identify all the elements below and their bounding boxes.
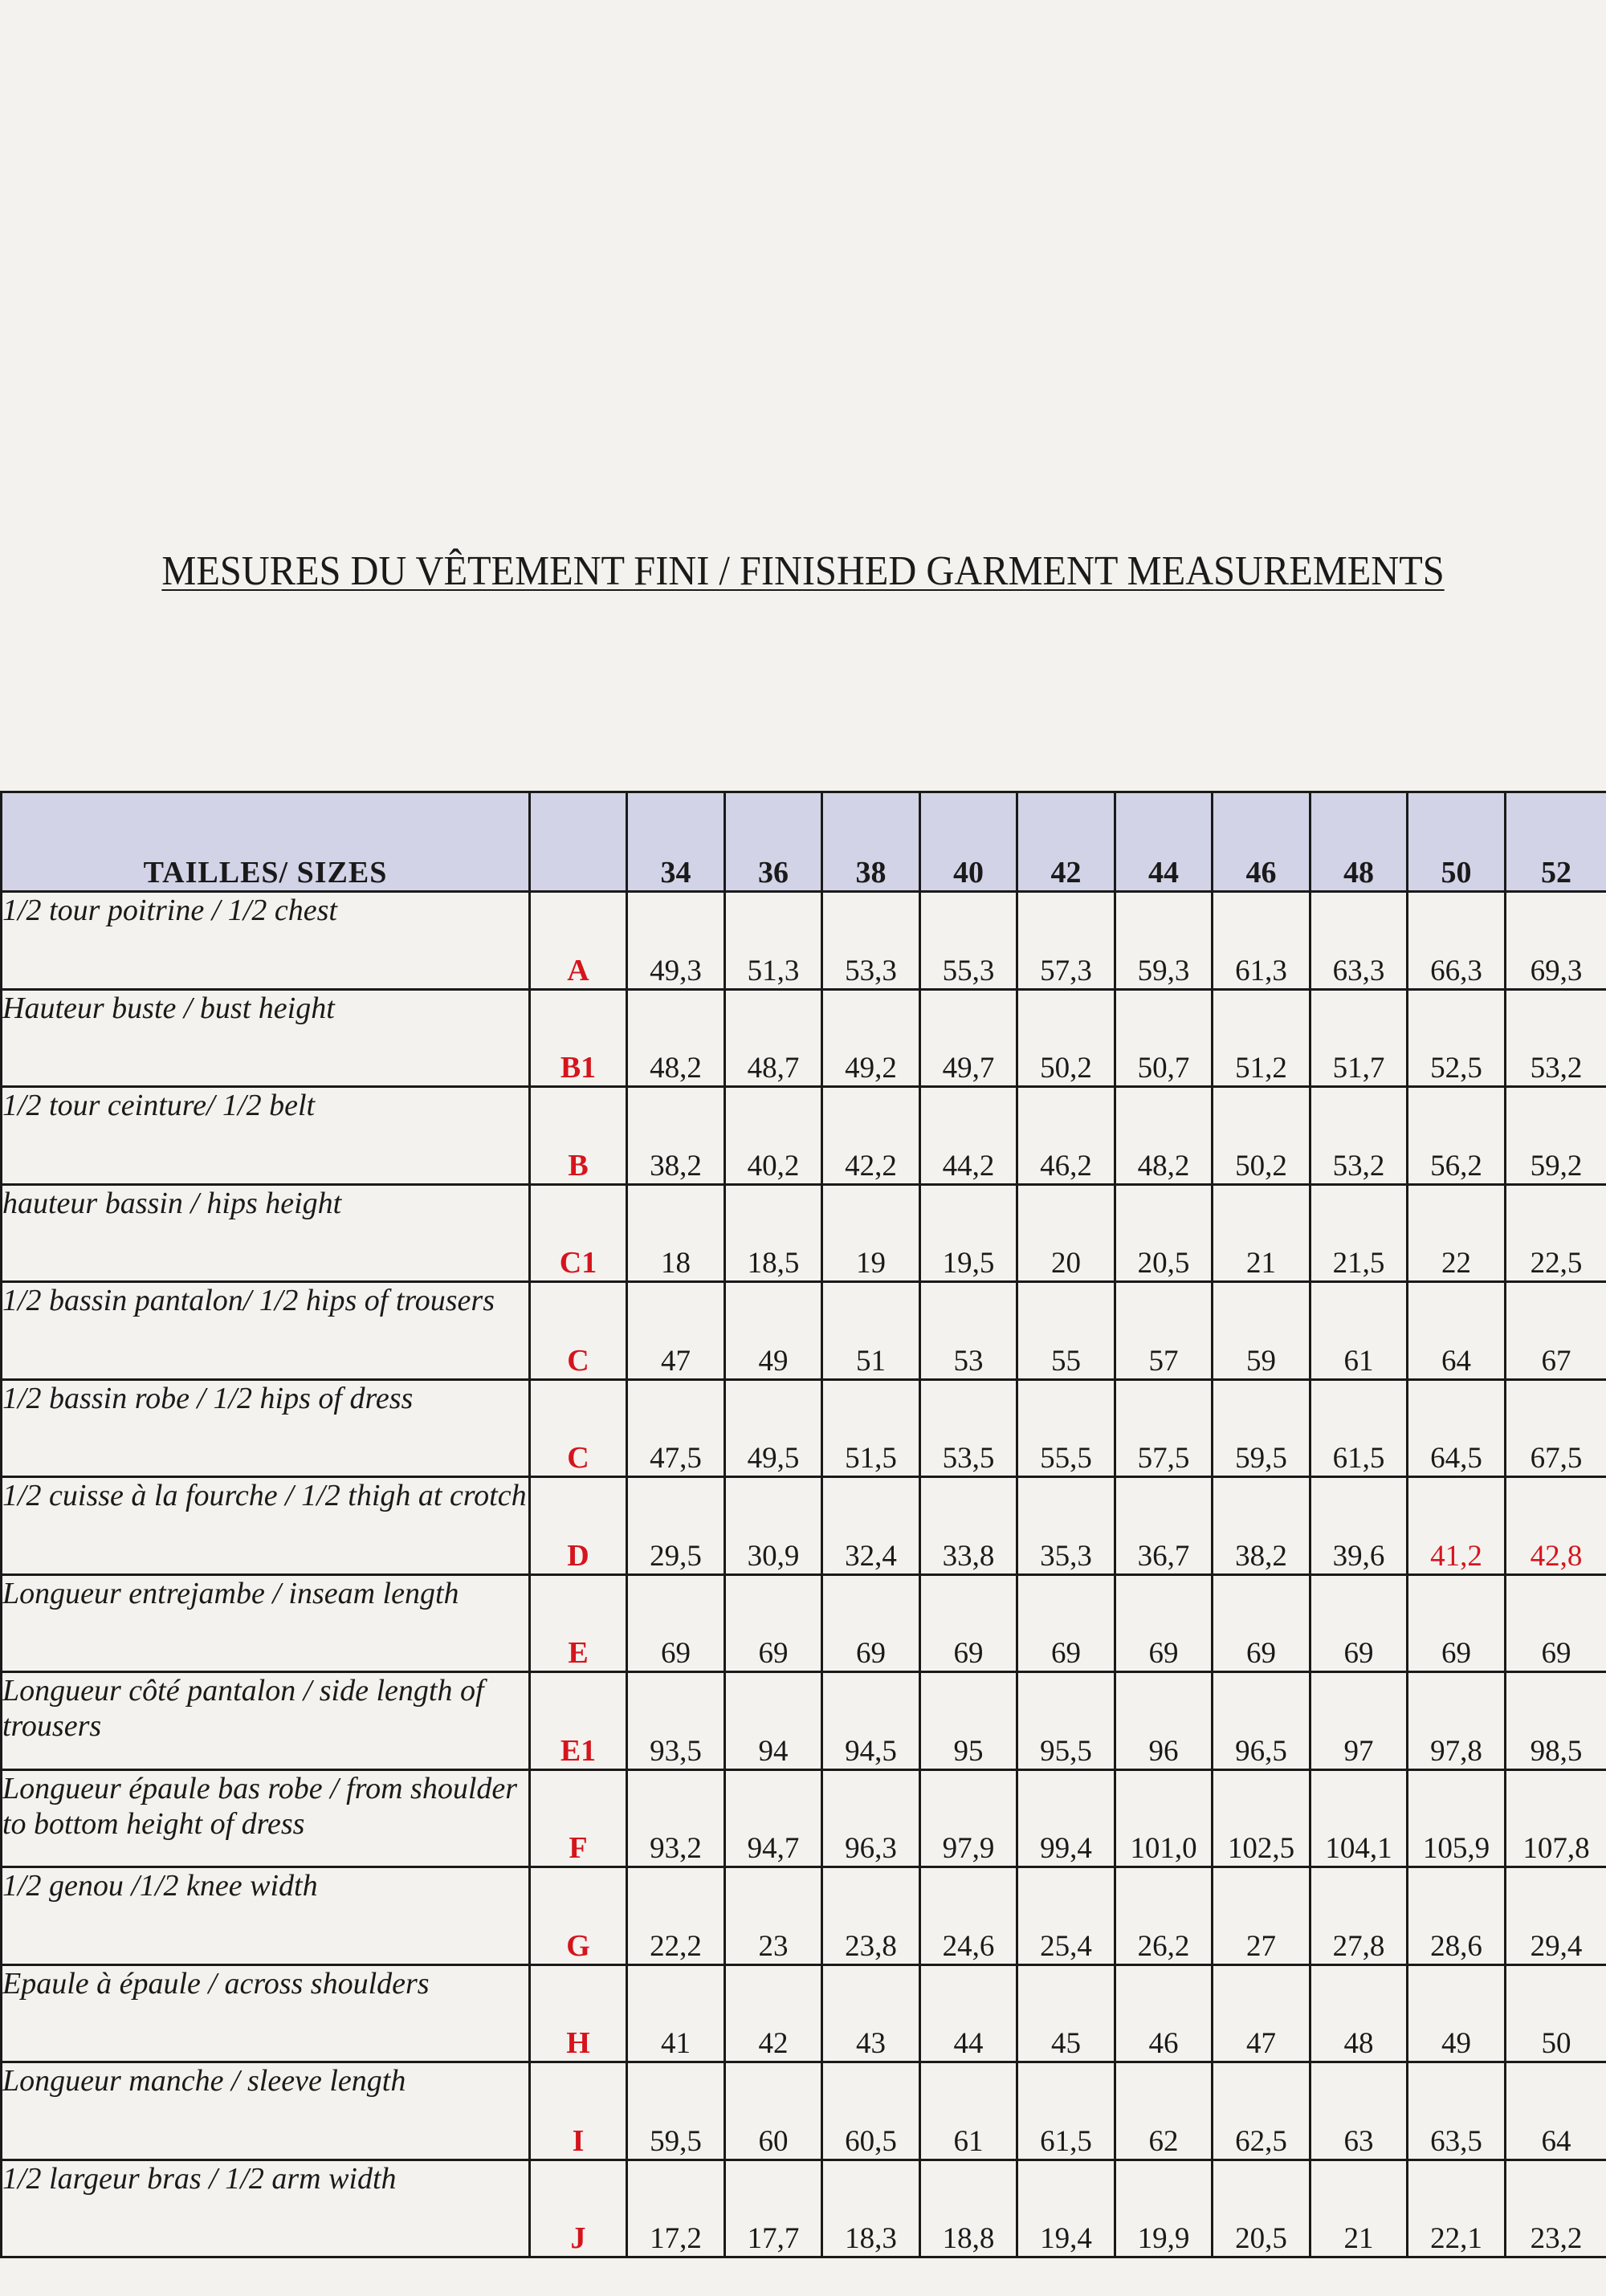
- measurement-value: 32,4: [822, 1477, 920, 1575]
- measurement-value: 18,8: [920, 2160, 1017, 2257]
- size-header-cell: 34: [627, 792, 725, 892]
- measurement-value: 23,2: [1506, 2160, 1606, 2257]
- table-row: [2, 2160, 1606, 2257]
- table-row: [2, 1282, 1606, 1380]
- measurement-code: B1: [530, 989, 627, 1087]
- measurement-value: 29,4: [1506, 1867, 1606, 1965]
- measurement-label: hauteur bassin / hips height: [2, 1184, 530, 1282]
- measurement-value: 48,2: [627, 989, 725, 1087]
- measurement-value: 19,5: [920, 1184, 1017, 1282]
- measurement-value: 99,4: [1017, 1769, 1115, 1867]
- measurement-value: 46: [1115, 1964, 1213, 2062]
- page-title: MESURES DU VÊTEMENT FINI / FINISHED GARMENT MEASUREMENTS: [161, 548, 1445, 594]
- measurement-label: 1/2 cuisse à la fourche / 1/2 thigh at crotch: [2, 1477, 530, 1575]
- measurement-label: Hauteur buste / bust height: [2, 989, 530, 1087]
- measurement-code: D: [530, 1477, 627, 1575]
- measurement-label: Longueur manche / sleeve length: [2, 2062, 530, 2160]
- measurement-value: 105,9: [1408, 1769, 1506, 1867]
- measurement-value: 25,4: [1017, 1867, 1115, 1965]
- size-header-cell: 36: [725, 792, 822, 892]
- measurement-value: 69,3: [1506, 892, 1606, 990]
- measurement-code: A: [530, 892, 627, 990]
- measurement-value: 107,8: [1506, 1769, 1606, 1867]
- measurement-value: 97,9: [920, 1769, 1017, 1867]
- measurement-label: 1/2 tour ceinture/ 1/2 belt: [2, 1087, 530, 1185]
- measurement-value: 21,5: [1310, 1184, 1408, 1282]
- measurement-code: C: [530, 1282, 627, 1380]
- measurement-value: 44,2: [920, 1087, 1017, 1185]
- measurement-value: 69: [822, 1574, 920, 1672]
- table-row: [2, 1477, 1606, 1575]
- measurement-value: 40,2: [725, 1087, 822, 1185]
- measurement-value: 51,7: [1310, 989, 1408, 1087]
- table-row: [2, 1574, 1606, 1672]
- measurement-value: 53,3: [822, 892, 920, 990]
- measurement-value: 30,9: [725, 1477, 822, 1575]
- measurement-value: 53,2: [1506, 989, 1606, 1087]
- measurement-value: 52,5: [1408, 989, 1506, 1087]
- measurement-value: 102,5: [1213, 1769, 1310, 1867]
- measurement-value: 55: [1017, 1282, 1115, 1380]
- measurement-value: 50,2: [1213, 1087, 1310, 1185]
- measurement-value: 59,5: [1213, 1379, 1310, 1477]
- measurement-value: 53: [920, 1282, 1017, 1380]
- measurement-value: 43: [822, 1964, 920, 2062]
- measurement-value: 94: [725, 1672, 822, 1770]
- size-header-cell: 50: [1408, 792, 1506, 892]
- table-row: [2, 989, 1606, 1087]
- size-header-cell: 44: [1115, 792, 1213, 892]
- table-row: [2, 1672, 1606, 1770]
- size-header-cell: 40: [920, 792, 1017, 892]
- measurement-value: 42,8: [1506, 1477, 1606, 1575]
- measurement-value: 69: [627, 1574, 725, 1672]
- measurement-value: 93,5: [627, 1672, 725, 1770]
- measurement-value: 35,3: [1017, 1477, 1115, 1575]
- measurement-code: I: [530, 2062, 627, 2160]
- size-header-cell: 52: [1506, 792, 1606, 892]
- measurement-code: G: [530, 1867, 627, 1965]
- measurement-label: Longueur entrejambe / inseam length: [2, 1574, 530, 1672]
- measurement-value: 69: [725, 1574, 822, 1672]
- table-row: [2, 1087, 1606, 1185]
- measurement-value: 19,4: [1017, 2160, 1115, 2257]
- measurement-value: 56,2: [1408, 1087, 1506, 1185]
- measurement-value: 60: [725, 2062, 822, 2160]
- measurement-value: 27: [1213, 1867, 1310, 1965]
- measurement-value: 63,5: [1408, 2062, 1506, 2160]
- measurement-value: 104,1: [1310, 1769, 1408, 1867]
- measurement-label: Longueur côté pantalon / side length of trousers: [2, 1672, 530, 1770]
- measurement-value: 38,2: [1213, 1477, 1310, 1575]
- measurement-code: H: [530, 1964, 627, 2062]
- measurement-value: 64,5: [1408, 1379, 1506, 1477]
- measurement-value: 48,2: [1115, 1087, 1213, 1185]
- measurement-value: 41,2: [1408, 1477, 1506, 1575]
- measurement-value: 18,5: [725, 1184, 822, 1282]
- measurement-value: 20: [1017, 1184, 1115, 1282]
- measurement-code: F: [530, 1769, 627, 1867]
- measurement-value: 63: [1310, 2062, 1408, 2160]
- measurement-value: 18: [627, 1184, 725, 1282]
- measurement-value: 47,5: [627, 1379, 725, 1477]
- measurement-label: Longueur épaule bas robe / from shoulder to bottom height of dress: [2, 1769, 530, 1867]
- measurement-value: 69: [1408, 1574, 1506, 1672]
- measurement-value: 69: [1115, 1574, 1213, 1672]
- measurement-value: 61,5: [1310, 1379, 1408, 1477]
- measurement-value: 47: [627, 1282, 725, 1380]
- measurement-value: 98,5: [1506, 1672, 1606, 1770]
- measurement-label: 1/2 largeur bras / 1/2 arm width: [2, 2160, 530, 2257]
- measurement-value: 29,5: [627, 1477, 725, 1575]
- measurement-value: 39,6: [1310, 1477, 1408, 1575]
- measurement-value: 28,6: [1408, 1867, 1506, 1965]
- measurement-value: 51,3: [725, 892, 822, 990]
- measurement-value: 69: [1506, 1574, 1606, 1672]
- measurement-value: 59,5: [627, 2062, 725, 2160]
- measurement-value: 62: [1115, 2062, 1213, 2160]
- measurement-value: 93,2: [627, 1769, 725, 1867]
- measurement-value: 18,3: [822, 2160, 920, 2257]
- measurement-value: 19: [822, 1184, 920, 1282]
- size-header-cell: 38: [822, 792, 920, 892]
- measurement-value: 33,8: [920, 1477, 1017, 1575]
- measurement-value: 61,3: [1213, 892, 1310, 990]
- measurement-value: 22,5: [1506, 1184, 1606, 1282]
- measurement-value: 53,2: [1310, 1087, 1408, 1185]
- measurement-value: 57,5: [1115, 1379, 1213, 1477]
- measurement-value: 57,3: [1017, 892, 1115, 990]
- measurement-value: 41: [627, 1964, 725, 2062]
- measurement-value: 46,2: [1017, 1087, 1115, 1185]
- measurement-value: 38,2: [627, 1087, 725, 1185]
- measurement-value: 95,5: [1017, 1672, 1115, 1770]
- table-body: [2, 892, 1606, 2257]
- table-row: [2, 1379, 1606, 1477]
- measurement-value: 42: [725, 1964, 822, 2062]
- measurement-value: 23,8: [822, 1867, 920, 1965]
- measurement-label: 1/2 bassin pantalon/ 1/2 hips of trousers: [2, 1282, 530, 1380]
- measurement-code: C: [530, 1379, 627, 1477]
- measurement-value: 51,2: [1213, 989, 1310, 1087]
- measurement-value: 67,5: [1506, 1379, 1606, 1477]
- table-row: [2, 2062, 1606, 2160]
- table-row: [2, 1867, 1606, 1965]
- measurement-value: 22,2: [627, 1867, 725, 1965]
- measurement-value: 51,5: [822, 1379, 920, 1477]
- measurement-label: Epaule à épaule / across shoulders: [2, 1964, 530, 2062]
- table-row: [2, 1184, 1606, 1282]
- code-header-cell: [530, 792, 627, 892]
- measurement-value: 59,3: [1115, 892, 1213, 990]
- measurement-value: 55,5: [1017, 1379, 1115, 1477]
- measurement-value: 96,3: [822, 1769, 920, 1867]
- measurements-table: [0, 791, 1606, 2258]
- measurement-value: 63,3: [1310, 892, 1408, 990]
- measurement-value: 20,5: [1213, 2160, 1310, 2257]
- measurement-value: 17,2: [627, 2160, 725, 2257]
- measurement-code: E1: [530, 1672, 627, 1770]
- measurement-value: 44: [920, 1964, 1017, 2062]
- measurement-value: 69: [1017, 1574, 1115, 1672]
- measurement-value: 49,5: [725, 1379, 822, 1477]
- measurement-value: 97: [1310, 1672, 1408, 1770]
- measurement-value: 49,2: [822, 989, 920, 1087]
- measurement-code: B: [530, 1087, 627, 1185]
- measurement-value: 101,0: [1115, 1769, 1213, 1867]
- measurement-value: 94,7: [725, 1769, 822, 1867]
- measurement-value: 48: [1310, 1964, 1408, 2062]
- measurement-label: 1/2 bassin robe / 1/2 hips of dress: [2, 1379, 530, 1477]
- measurement-value: 67: [1506, 1282, 1606, 1380]
- measurement-code: J: [530, 2160, 627, 2257]
- measurement-value: 60,5: [822, 2062, 920, 2160]
- measurement-code: E: [530, 1574, 627, 1672]
- measurement-value: 97,8: [1408, 1672, 1506, 1770]
- measurement-value: 53,5: [920, 1379, 1017, 1477]
- measurement-value: 51: [822, 1282, 920, 1380]
- measurement-value: 49,7: [920, 989, 1017, 1087]
- measurement-value: 69: [920, 1574, 1017, 1672]
- measurement-value: 23: [725, 1867, 822, 1965]
- measurement-value: 49: [725, 1282, 822, 1380]
- measurement-value: 50,7: [1115, 989, 1213, 1087]
- measurement-value: 61: [1310, 1282, 1408, 1380]
- table-row: [2, 1769, 1606, 1867]
- measurement-value: 61: [920, 2062, 1017, 2160]
- measurement-value: 59,2: [1506, 1087, 1606, 1185]
- measurement-code: C1: [530, 1184, 627, 1282]
- measurement-value: 20,5: [1115, 1184, 1213, 1282]
- measurement-value: 59: [1213, 1282, 1310, 1380]
- measurement-value: 62,5: [1213, 2062, 1310, 2160]
- measurement-value: 55,3: [920, 892, 1017, 990]
- measurement-value: 22: [1408, 1184, 1506, 1282]
- size-header-cell: 46: [1213, 792, 1310, 892]
- measurement-value: 64: [1408, 1282, 1506, 1380]
- measurement-value: 36,7: [1115, 1477, 1213, 1575]
- table-row: [2, 892, 1606, 990]
- measurement-value: 27,8: [1310, 1867, 1408, 1965]
- size-header-cell: 48: [1310, 792, 1408, 892]
- measurement-value: 48,7: [725, 989, 822, 1087]
- measurement-value: 49,3: [627, 892, 725, 990]
- measurement-value: 69: [1213, 1574, 1310, 1672]
- measurement-value: 47: [1213, 1964, 1310, 2062]
- measurement-value: 64: [1506, 2062, 1606, 2160]
- measurement-value: 50: [1506, 1964, 1606, 2062]
- measurement-label: 1/2 genou /1/2 knee width: [2, 1867, 530, 1965]
- sizes-header-label: TAILLES/ SIZES: [2, 792, 530, 892]
- measurement-value: 61,5: [1017, 2062, 1115, 2160]
- measurement-value: 95: [920, 1672, 1017, 1770]
- measurement-value: 24,6: [920, 1867, 1017, 1965]
- measurement-value: 69: [1310, 1574, 1408, 1672]
- size-header-cell: 42: [1017, 792, 1115, 892]
- measurement-value: 17,7: [725, 2160, 822, 2257]
- table-row: [2, 1964, 1606, 2062]
- measurement-value: 21: [1310, 2160, 1408, 2257]
- header-row: [2, 792, 1606, 892]
- measurement-value: 57: [1115, 1282, 1213, 1380]
- measurement-value: 21: [1213, 1184, 1310, 1282]
- measurement-value: 42,2: [822, 1087, 920, 1185]
- measurement-value: 22,1: [1408, 2160, 1506, 2257]
- measurement-value: 45: [1017, 1964, 1115, 2062]
- measurement-value: 49: [1408, 1964, 1506, 2062]
- measurement-value: 96: [1115, 1672, 1213, 1770]
- measurement-value: 50,2: [1017, 989, 1115, 1087]
- measurement-label: 1/2 tour poitrine / 1/2 chest: [2, 892, 530, 990]
- measurement-value: 26,2: [1115, 1867, 1213, 1965]
- measurement-value: 96,5: [1213, 1672, 1310, 1770]
- measurement-value: 94,5: [822, 1672, 920, 1770]
- measurement-value: 19,9: [1115, 2160, 1213, 2257]
- measurement-value: 66,3: [1408, 892, 1506, 990]
